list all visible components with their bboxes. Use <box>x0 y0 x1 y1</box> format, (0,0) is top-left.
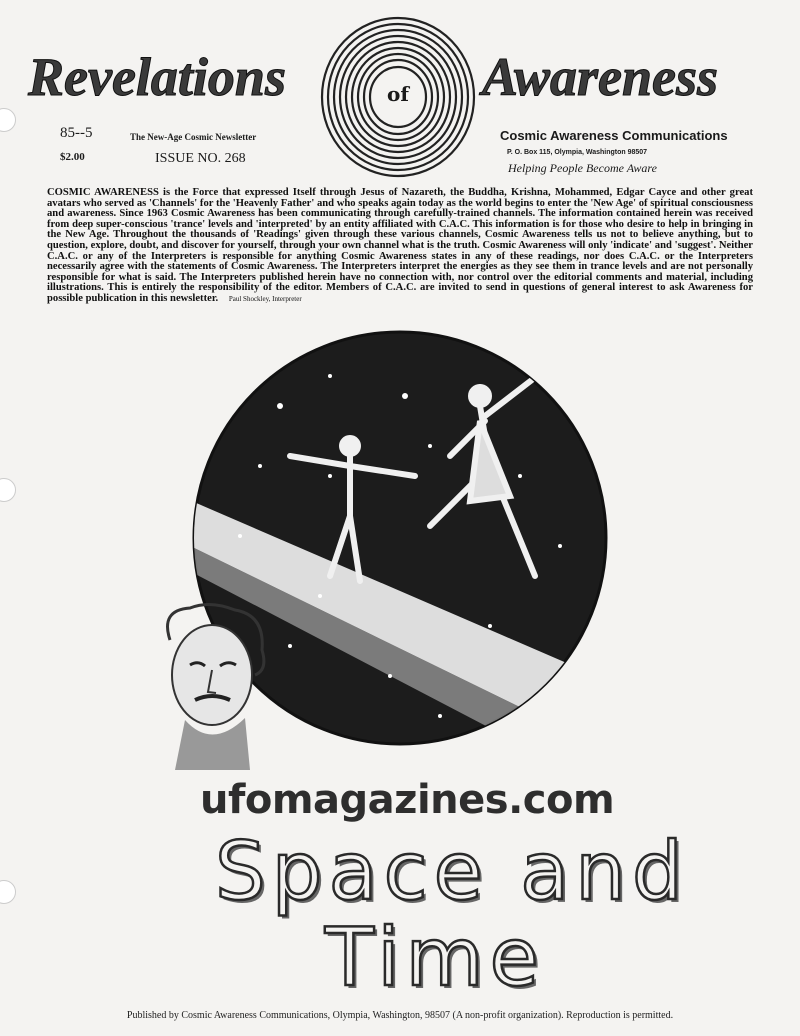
motto: Helping People Become Aware <box>508 161 657 175</box>
masthead-title-left: Revelations <box>28 47 286 107</box>
punch-hole <box>0 108 16 132</box>
publisher-address: P. O. Box 115, Olympia, Washington 98507 <box>507 149 648 156</box>
interpreter-signature: Paul Shockley, Interpreter <box>228 294 302 303</box>
tagline: The New-Age Cosmic Newsletter <box>130 132 257 142</box>
price: $2.00 <box>60 151 85 163</box>
issue-code: 85--5 <box>60 125 93 141</box>
punch-hole <box>0 478 16 502</box>
einstein-portrait <box>150 600 270 770</box>
punch-hole <box>0 880 16 904</box>
masthead-title-right: Awareness <box>482 47 719 107</box>
intro-text: COSMIC AWARENESS is the Force that expressed Itself through Jesus of Nazareth, the Buddha, Krishna, Mohammed, Edgar Cayce and other great avatars who served as 'Channels' for the 'Heavenly Father' and who speaks again today as the world begins to enter the 'New Age' of spiritual consciousness and awareness. Since 1963 Cosmic Awareness has been communicating through carefully-trained channels. The information contained herein was received from deep super-conscious 'trance' levels and 'interpreted' by an entity affiliated with C.A.C. This information is for those who desire to help in bringing in the New Age. Throughout the thousands of 'Readings' given through these various channels, Cosmic Awareness tells us not to believe anything, but to question, explore, doubt, and discover for yourself, through your own channel what is the truth. Cosmic Awareness will only 'indicate' and 'suggest'. Neither C.A.C. or any of the Interpreters is responsible for anything Cosmic Awareness states in any of these readings, nor does C.A.C. or the Interpreters necessarily agree with the statements of Cosmic Awareness. The Interpreters interpret the energies as they see them in trance levels and are not personally responsible for what is said. The Interpreters published herein have no connection with, nor control over the editorial comments and material, including illustrations. This is entirely the responsibility of the editor. Members of C.A.C. are invited to send in questions of general interest to ask Awareness for possible publication in this newsletter. <box>47 187 753 304</box>
publisher-name: Cosmic Awareness Communications <box>500 128 728 143</box>
feature-title-line2: Time <box>325 911 545 1004</box>
issue-number: ISSUE NO. 268 <box>155 151 246 166</box>
masthead-title-of: of <box>387 82 409 106</box>
watermark: ufomagazines.com <box>200 777 615 823</box>
footer-publication-note: Published by Cosmic Awareness Communications, Olympia, Washington, 98507 (A non-profit organization). Reproduction is permitted. <box>126 1010 674 1021</box>
feature-title-line1: Space and <box>215 825 689 918</box>
intro-paragraph <box>47 188 753 305</box>
